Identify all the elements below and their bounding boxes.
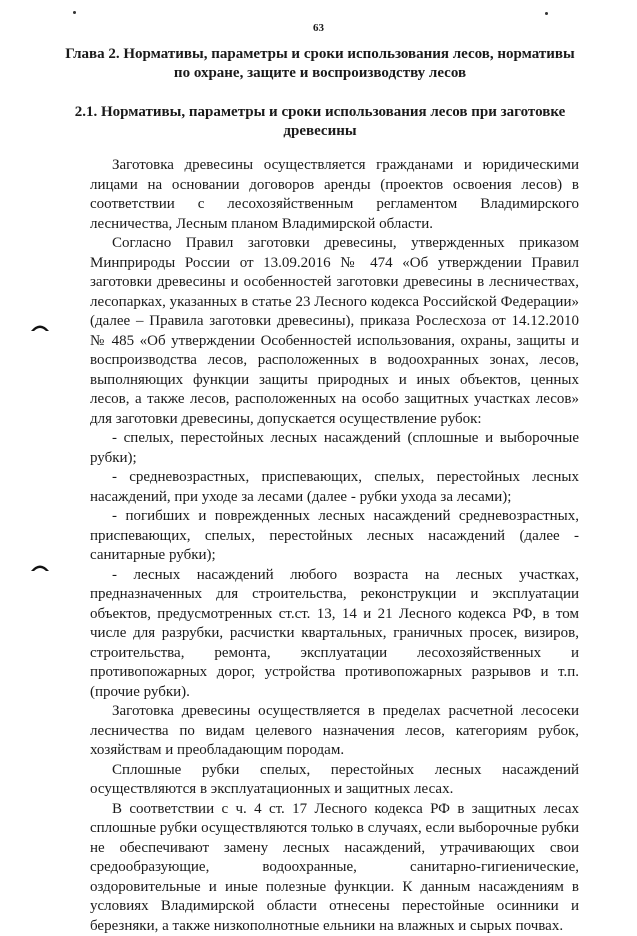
binder-hole-mark <box>30 562 50 572</box>
list-item: - спелых, перестойных лесных насаждений (сплошные и выборочные рубки); <box>90 429 579 468</box>
scan-speck <box>73 11 76 14</box>
paragraph: Заготовка древесины осуществляется гражданами и юридическими лицами на основании договоров аренды (проектов освоения лесов) в соответствии с лесохозяйственным регламентом Владимирского лесничества, Лесным планом Владимирской области. <box>90 156 579 234</box>
list-item: - лесных насаждений любого возраста на лесных участках, предназначенных для строительства, реконструкции и эксплуатации объектов, предусмотренных ст.ст. 13, 14 и 21 Лесного кодекса РФ, в том числе для разрубки, расчистки квартальных, граничных просек, визиров, строительства, ремонта, эксплуатации лесохозяйственных и противопожарных дорог, устройства противопожарных разрывов и т.п. (прочие рубки). <box>90 566 579 703</box>
paragraph: Согласно Правил заготовки древесины, утвержденных приказом Минприроды России от 13.09.2016 № 474 «Об утверждении Правил заготовки древесины и особенностей заготовки древесины в лесничествах, лесопарках, указанных в статье 23 Лесного кодекса Российской Федерации» (далее – Правила заготовки древесины), приказа Рослесхоза от 14.12.2010 № 485 «Об утверждении Особенностей использования, охраны, защиты и воспроизводства лесов, расположенных в водоохранных зонах, лесов, выполняющих функции защиты природных и иных объектов, ценных лесов, а также лесов, расположенных на особо защитных участках лесов» для заготовки древесины, допускается осуществление рубок: <box>90 234 579 429</box>
paragraph: В соответствии с ч. 4 ст. 17 Лесного кодекса РФ в защитных лесах сплошные рубки осуществляются только в случаях, если выборочные рубки не обеспечивают замену лесных насаждений, утрачивающих свои средообразующие, водоохранные, санитарно-гигиенические, оздоровительные и иные полезные функции. К данным насаждениям в условиях Владимирской области отнесены перестойные осинники и березняки, а также низкополнотные ельники на влажных и сырых почвах. <box>90 800 579 936</box>
binder-hole-mark <box>30 322 50 332</box>
paragraph: Заготовка древесины осуществляется в пределах расчетной лесосеки лесничества по видам целевого назначения лесов, категориям рубок, хозяйствам и преобладающим породам. <box>90 702 579 761</box>
paragraph: Сплошные рубки спелых, перестойных лесных насаждений осуществляются в эксплуатационных и защитных лесах. <box>90 761 579 800</box>
list-item: - погибших и поврежденных лесных насаждений средневозрастных, приспевающих, спелых, перестойных лесных насаждений (далее - санитарные рубки); <box>90 507 579 566</box>
list-item: - средневозрастных, приспевающих, спелых, перестойных лесных насаждений, при уходе за лесами (далее - рубки ухода за лесами); <box>90 468 579 507</box>
document-body <box>90 156 579 936</box>
chapter-title: Глава 2. Нормативы, параметры и сроки использования лесов, нормативы по охране, защите и воспроизводству лесов <box>60 45 580 83</box>
section-title: 2.1. Нормативы, параметры и сроки использования лесов при заготовке древесины <box>60 103 580 141</box>
page-number: 63 <box>0 22 637 34</box>
scan-speck <box>545 12 548 15</box>
